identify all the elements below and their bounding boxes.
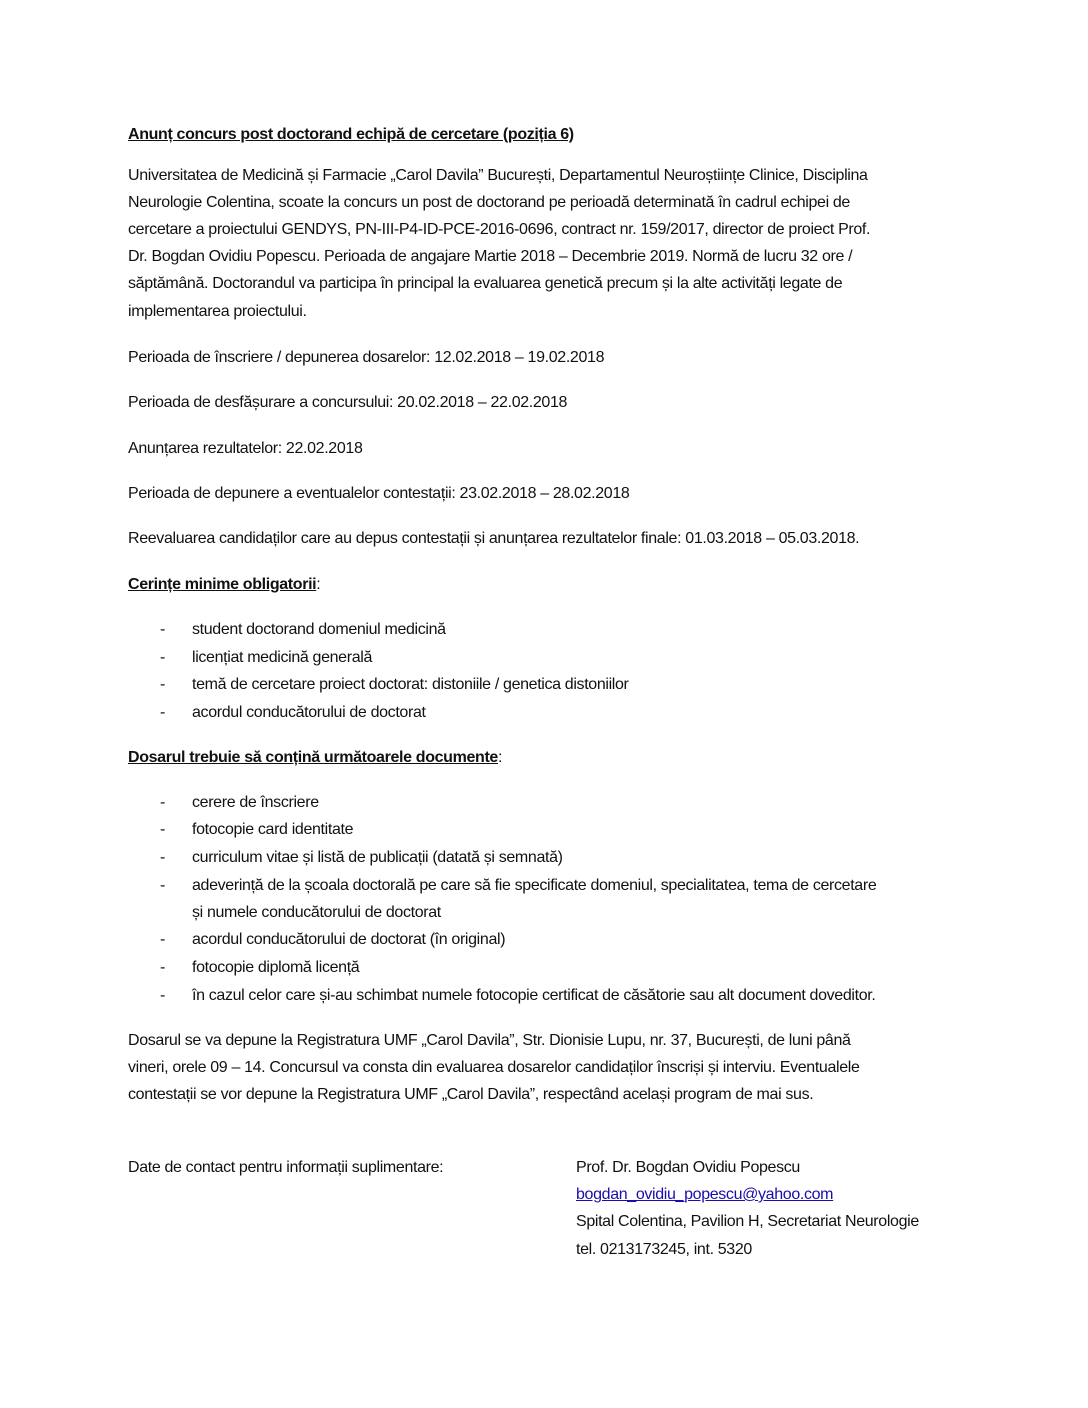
schedule-reevaluation: Reevaluarea candidaților care au depus contestații și anunțarea rezultatelor finale: 01.03.2018 – 05.03.2018. bbox=[128, 530, 860, 547]
requirements-heading-text: Cerințe minime obligatorii bbox=[128, 576, 317, 593]
requirements-heading bbox=[128, 575, 320, 595]
documents-heading bbox=[128, 748, 502, 768]
list-item-text: și numele conducătorului de doctorat bbox=[192, 904, 441, 921]
submission-line: vineri, orele 09 – 14. Concursul va consta din evaluarea dosarelor candidaților înscriși și interviu. Eventualele bbox=[128, 1059, 860, 1076]
intro-line: Universitatea de Medicină și Farmacie „Carol Davila” București, Departamentul Neuroștiințe Clinice, Disciplina bbox=[128, 167, 868, 184]
schedule-results: Anunțarea rezultatelor: 22.02.2018 bbox=[128, 440, 363, 457]
contact-phone: tel. 0213173245, int. 5320 bbox=[576, 1241, 752, 1258]
submission-line: Dosarul se va depune la Registratura UMF „Carol Davila”, Str. Dionisie Lupu, nr. 37, București, de luni până bbox=[128, 1032, 851, 1049]
intro-line: Neurologie Colentina, scoate la concurs un post de doctorand pe perioadă determinată în cadrul echipei de bbox=[128, 194, 850, 211]
list-item-text: student doctorand domeniul medicină bbox=[192, 621, 446, 638]
intro-line: Dr. Bogdan Ovidiu Popescu. Perioada de angajare Martie 2018 – Decembrie 2019. Normă de lucru 32 ore / bbox=[128, 248, 853, 265]
list-item-text: fotocopie diplomă licență bbox=[192, 959, 360, 976]
list-item-text: în cazul celor care și-au schimbat numele fotocopie certificat de căsătorie sau alt document doveditor. bbox=[192, 987, 876, 1004]
list-item-text: acordul conducătorului de doctorat (în original) bbox=[192, 931, 506, 948]
contact-name: Prof. Dr. Bogdan Ovidiu Popescu bbox=[576, 1159, 800, 1176]
intro-line: cercetare a proiectului GENDYS, PN-III-P4-ID-PCE-2016-0696, contract nr. 159/2017, director de proiect Prof. bbox=[128, 221, 871, 238]
intro-line: implementarea proiectului. bbox=[128, 303, 307, 320]
heading-colon: : bbox=[316, 576, 321, 593]
contact-email-link[interactable]: bogdan_ovidiu_popescu@yahoo.com bbox=[576, 1186, 834, 1203]
list-item-text: adeverință de la școala doctorală pe care să fie specificate domeniul, specialitatea, tema de cercetare bbox=[192, 877, 877, 894]
schedule-registration: Perioada de înscriere / depunerea dosarelor: 12.02.2018 – 19.02.2018 bbox=[128, 349, 605, 366]
documents-heading-text: Dosarul trebuie să conțină următoarele documente bbox=[128, 749, 498, 766]
schedule-contest: Perioada de desfășurare a concursului: 20.02.2018 – 22.02.2018 bbox=[128, 394, 568, 411]
document-title: Anunț concurs post doctorand echipă de cercetare (poziția 6) bbox=[128, 126, 574, 143]
heading-colon: : bbox=[497, 749, 503, 766]
contact-label: Date de contact pentru informații suplimentare: bbox=[128, 1159, 444, 1176]
list-item-text: fotocopie card identitate bbox=[192, 821, 354, 838]
contact-address: Spital Colentina, Pavilion H, Secretariat Neurologie bbox=[576, 1213, 919, 1230]
list-item-text: curriculum vitae și listă de publicații (datată și semnată) bbox=[192, 849, 563, 866]
intro-line: săptămână. Doctorandul va participa în principal la evaluarea genetică precum și la alte activități legate de bbox=[128, 275, 843, 292]
list-item-text: licențiat medicină generală bbox=[192, 649, 372, 666]
list-item-text: temă de cercetare proiect doctorat: distoniile / genetica distoniilor bbox=[192, 676, 629, 693]
schedule-appeals: Perioada de depunere a eventualelor contestații: 23.02.2018 – 28.02.2018 bbox=[128, 485, 630, 502]
list-item-text: acordul conducătorului de doctorat bbox=[192, 704, 426, 721]
list-item-text: cerere de înscriere bbox=[192, 794, 319, 811]
submission-line: contestații se vor depune la Registratura UMF „Carol Davila”, respectând același program de mai sus. bbox=[128, 1086, 814, 1103]
